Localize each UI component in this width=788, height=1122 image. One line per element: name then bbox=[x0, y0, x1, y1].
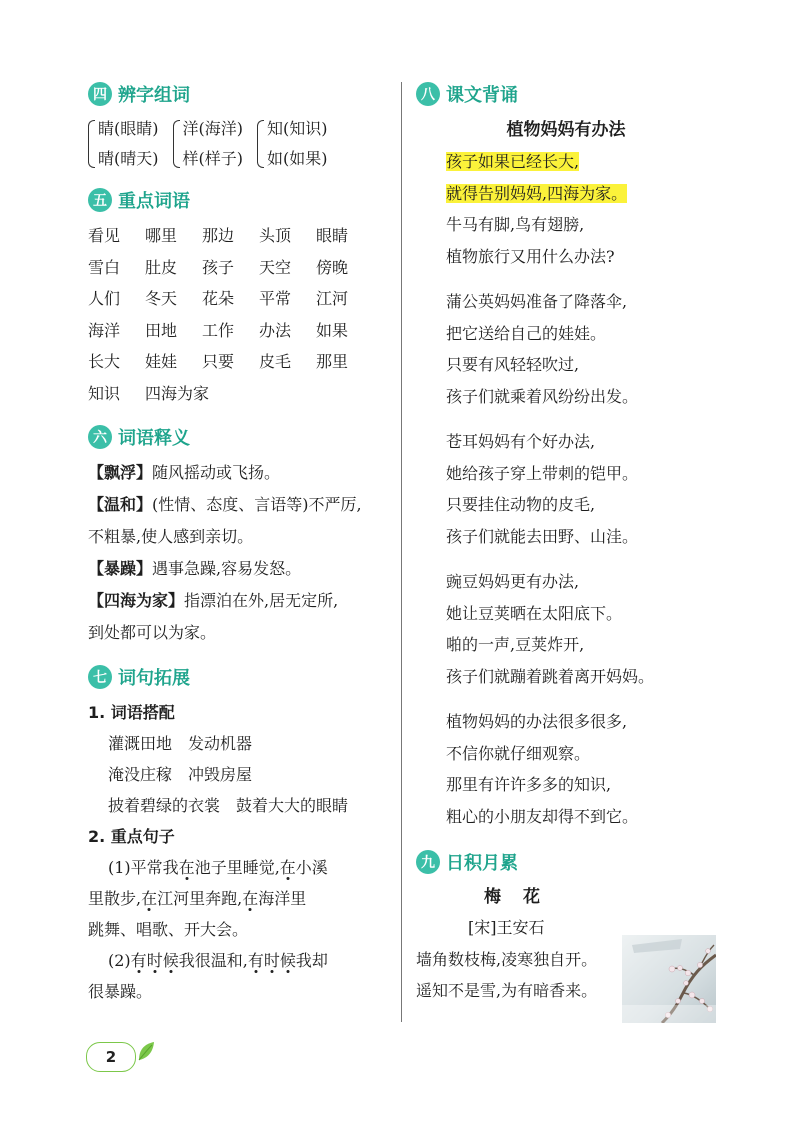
sentence-line: 很暴躁。 bbox=[88, 982, 153, 1001]
definition-continued: 到处都可以为家。 bbox=[88, 623, 217, 642]
subheading-collocation: 1. 词语搭配 bbox=[88, 703, 175, 722]
pair-word: 样(样子) bbox=[182, 149, 243, 168]
text: (1)平常我 bbox=[108, 858, 179, 877]
poem-line: 不信你就仔细观察。 bbox=[446, 743, 591, 763]
meihua-line: 墙角数枝梅,凌寒独自开。 bbox=[416, 950, 598, 969]
emphasis-word: 在 bbox=[279, 858, 296, 877]
character-pair bbox=[88, 114, 159, 174]
emphasis-char: 候 bbox=[279, 951, 296, 970]
vocab-word: 平常 bbox=[259, 289, 292, 308]
section-header-4 bbox=[88, 78, 388, 110]
definition-text: 随风摇动或飞扬。 bbox=[152, 463, 281, 482]
collocation-line: 披着碧绿的衣裳 鼓着大大的眼睛 bbox=[108, 796, 349, 815]
pair-word: 洋(海洋) bbox=[182, 119, 243, 138]
emphasis-word bbox=[131, 951, 179, 970]
vocab-word: 人们 bbox=[88, 289, 121, 308]
vocab-word: 傍晚 bbox=[316, 257, 349, 277]
poem-line: 粗心的小朋友却得不到它。 bbox=[446, 806, 639, 826]
text: 池子里睡觉, bbox=[194, 858, 280, 877]
leaf-icon bbox=[136, 1040, 156, 1062]
poem-line bbox=[446, 178, 716, 210]
poem-line: 只要挂住动物的皮毛, bbox=[446, 495, 596, 514]
plum-blossom-illustration bbox=[622, 935, 716, 1023]
page-number: 2 bbox=[86, 1042, 136, 1072]
poem-stanza bbox=[446, 566, 716, 692]
vocab-word: 看见 bbox=[88, 226, 121, 245]
left-column bbox=[88, 78, 388, 1007]
poem-line: 那里有许许多多的知识, bbox=[446, 775, 612, 794]
definition-term: 【暴躁】 bbox=[88, 559, 153, 578]
pair-word: 如(如果) bbox=[267, 149, 328, 168]
collocation-line: 灌溉田地 发动机器 bbox=[108, 734, 253, 753]
definition-text: (性情、态度、言语等)不严厉, bbox=[152, 495, 362, 514]
vocab-row bbox=[88, 283, 388, 315]
sentence-line bbox=[88, 883, 388, 914]
emphasis-char: 候 bbox=[162, 951, 179, 970]
text: 小溪 bbox=[295, 858, 328, 877]
poem-line bbox=[446, 146, 716, 178]
poem-stanza bbox=[446, 146, 716, 272]
text: 里散步, bbox=[88, 889, 142, 908]
expansion-content bbox=[88, 697, 388, 1007]
section-title: 日积月累 bbox=[446, 853, 518, 874]
poem-line: 苍耳妈妈有个好办法, bbox=[446, 432, 596, 451]
vocab-word: 长大 bbox=[88, 352, 121, 371]
section-number-badge: 七 bbox=[88, 665, 112, 689]
section-title: 辨字组词 bbox=[118, 85, 190, 106]
poem-line: 孩子们就蹦着跳着离开妈妈。 bbox=[446, 666, 655, 686]
vocab-word: 田地 bbox=[145, 320, 178, 340]
pair-word: 知(知识) bbox=[267, 119, 328, 138]
vocab-word: 海洋 bbox=[88, 320, 121, 340]
vocab-word: 只要 bbox=[202, 352, 235, 371]
vocab-row bbox=[88, 315, 388, 347]
definition bbox=[88, 457, 388, 489]
title-char: 花 bbox=[523, 887, 540, 907]
section-title: 课文背诵 bbox=[446, 85, 518, 106]
poem-stanza bbox=[446, 426, 716, 552]
vocab-word: 那边 bbox=[202, 226, 235, 245]
poem-stanza bbox=[446, 706, 716, 832]
vocab-word: 江河 bbox=[316, 289, 349, 308]
section-header-8 bbox=[416, 78, 716, 110]
emphasis-char: 时 bbox=[146, 951, 163, 970]
poem-line: 植物妈妈的办法很多很多, bbox=[446, 712, 628, 731]
character-pairs bbox=[88, 114, 388, 174]
emphasis-word: 在 bbox=[141, 889, 158, 908]
emphasis-char: 有 bbox=[130, 951, 147, 970]
text: 海洋里 bbox=[258, 889, 307, 908]
poem-line: 孩子们就乘着风纷纷出发。 bbox=[446, 386, 639, 406]
vocab-row bbox=[88, 220, 388, 252]
section-number-badge: 九 bbox=[416, 850, 440, 874]
vocab-word: 哪里 bbox=[145, 226, 178, 245]
pair-word: 睛(眼睛) bbox=[98, 119, 159, 138]
section-title: 词语释义 bbox=[118, 428, 190, 449]
highlighted-text: 孩子如果已经长大, bbox=[446, 152, 580, 171]
sentence-line bbox=[88, 852, 388, 883]
emphasis-word: 在 bbox=[178, 858, 195, 877]
vocab-grid bbox=[88, 220, 388, 409]
vocab-word: 冬天 bbox=[145, 289, 178, 308]
section-number-badge: 四 bbox=[88, 82, 112, 106]
vocab-word: 皮毛 bbox=[259, 352, 292, 371]
vocab-word: 雪白 bbox=[88, 257, 121, 277]
right-column bbox=[416, 78, 716, 1006]
vocab-word: 头顶 bbox=[259, 226, 292, 245]
highlighted-text: 就得告别妈妈,四海为家。 bbox=[446, 183, 628, 203]
poem-line: 豌豆妈妈更有办法, bbox=[446, 572, 580, 591]
column-divider bbox=[401, 82, 402, 1022]
definition bbox=[88, 585, 388, 617]
vocab-word: 花朵 bbox=[202, 289, 235, 308]
vocab-word: 如果 bbox=[316, 320, 349, 340]
vocab-word: 办法 bbox=[259, 320, 292, 340]
poem-line: 孩子们就能去田野、山洼。 bbox=[446, 526, 639, 546]
poem-line: 她让豆荚晒在太阳底下。 bbox=[446, 603, 623, 623]
vocab-row bbox=[88, 378, 388, 410]
poem-line: 植物旅行又用什么办法? bbox=[446, 246, 615, 266]
definition-term: 【飘浮】 bbox=[88, 463, 153, 482]
section-title: 重点词语 bbox=[118, 191, 190, 212]
poem-line: 牛马有脚,鸟有翅膀, bbox=[446, 215, 585, 234]
definition bbox=[88, 489, 388, 521]
brace-icon bbox=[88, 120, 95, 168]
section-header-5 bbox=[88, 184, 388, 216]
definition-term: 【四海为家】 bbox=[88, 591, 185, 610]
definition-continued: 不粗暴,使人感到亲切。 bbox=[88, 527, 254, 546]
definitions bbox=[88, 457, 388, 649]
poem-line: 蒲公英妈妈准备了降落伞, bbox=[446, 292, 628, 311]
poem-title: 植物妈妈有办法 bbox=[506, 120, 626, 140]
meihua-line: 遥知不是雪,为有暗香来。 bbox=[416, 981, 598, 1000]
text: 我很温和, bbox=[178, 951, 248, 970]
collocation-line: 淹没庄稼 冲毁房屋 bbox=[108, 765, 253, 784]
subheading-sentences: 2. 重点句子 bbox=[88, 827, 175, 846]
section-header-9 bbox=[416, 846, 716, 878]
vocab-word: 那里 bbox=[316, 352, 349, 371]
text: 江河里奔跑, bbox=[157, 889, 243, 908]
title-char: 梅 bbox=[484, 887, 501, 907]
emphasis-char: 时 bbox=[263, 951, 280, 970]
vocab-word: 四海为家 bbox=[145, 383, 210, 403]
vocab-word: 娃娃 bbox=[145, 352, 178, 371]
vocab-word: 工作 bbox=[202, 320, 235, 340]
definition-text: 指漂泊在外,居无定所, bbox=[184, 591, 339, 610]
sentence-line: 跳舞、唱歌、开大会。 bbox=[88, 920, 249, 939]
brace-icon bbox=[257, 120, 264, 168]
section-number-badge: 五 bbox=[88, 188, 112, 212]
poem-line: 把它送给自己的娃娃。 bbox=[446, 323, 607, 343]
section-header-6 bbox=[88, 421, 388, 453]
vocab-word: 天空 bbox=[259, 257, 292, 277]
vocab-row bbox=[88, 346, 388, 378]
vocab-row bbox=[88, 252, 388, 284]
poem-line: 她给孩子穿上带刺的铠甲。 bbox=[446, 463, 639, 483]
vocab-word: 眼睛 bbox=[316, 226, 349, 245]
section-header-7 bbox=[88, 661, 388, 693]
vocab-word: 知识 bbox=[88, 383, 121, 403]
emphasis-char: 有 bbox=[247, 951, 264, 970]
section-number-badge: 八 bbox=[416, 82, 440, 106]
brace-icon bbox=[173, 120, 180, 168]
poem-stanza bbox=[446, 286, 716, 412]
emphasis-word bbox=[248, 951, 296, 970]
meihua-title bbox=[416, 882, 716, 912]
poem-line: 只要有风轻轻吹过, bbox=[446, 355, 580, 374]
definition-term: 【温和】 bbox=[88, 495, 153, 514]
pair-word: 晴(晴天) bbox=[98, 149, 159, 168]
definition bbox=[88, 553, 388, 585]
poem-line: 啪的一声,豆荚炸开, bbox=[446, 635, 585, 654]
sentence-line bbox=[88, 945, 388, 976]
character-pair bbox=[173, 114, 244, 174]
text: (2) bbox=[108, 951, 131, 970]
character-pair bbox=[257, 114, 328, 174]
section-number-badge: 六 bbox=[88, 425, 112, 449]
emphasis-word: 在 bbox=[242, 889, 259, 908]
vocab-word: 肚皮 bbox=[145, 257, 178, 277]
meihua-author: [宋]王安石 bbox=[468, 918, 545, 937]
vocab-word: 孩子 bbox=[202, 257, 235, 277]
section-title: 词句拓展 bbox=[118, 668, 190, 689]
text: 我却 bbox=[295, 951, 328, 970]
definition-text: 遇事急躁,容易发怒。 bbox=[152, 559, 302, 578]
